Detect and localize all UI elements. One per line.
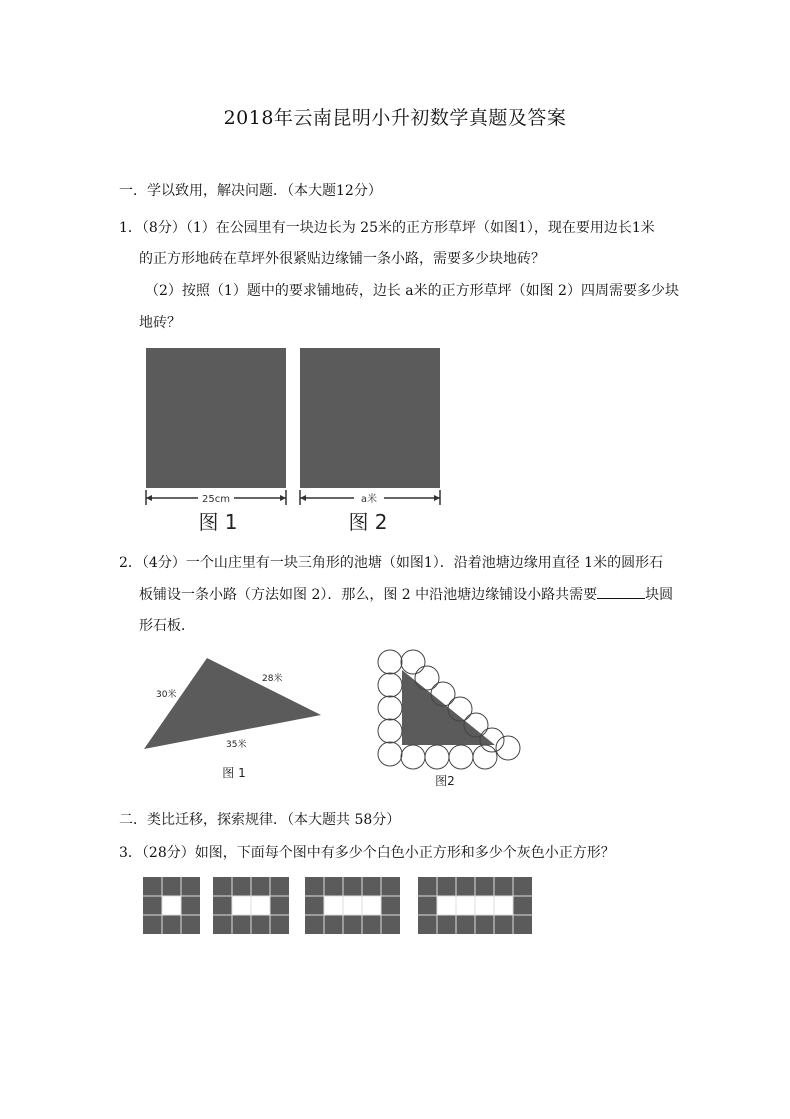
tile-pattern-3 <box>305 877 400 934</box>
tile-pattern-2 <box>213 877 289 934</box>
white-squares <box>324 896 381 915</box>
lawn-square-fig1 <box>146 348 286 488</box>
q2-figure-1 <box>138 650 338 790</box>
side-label-bottom: 35米 <box>226 740 247 750</box>
q3-tile-patterns <box>140 874 540 938</box>
stone-circle <box>431 682 455 706</box>
fig2-caption: 图 2 <box>348 510 388 534</box>
stone-circle <box>473 745 497 769</box>
stone-circle <box>378 719 402 743</box>
stone-circle <box>378 696 402 720</box>
q2-fig2-caption: 图2 <box>435 774 455 788</box>
q2-line-2b: 块圆 <box>645 587 674 603</box>
q1-line-1: 1．（8分）（1）在公园里有一块边长为 25米的正方形草坪（如图1），现在要用边长1米 <box>119 220 655 236</box>
stone-circle <box>401 650 425 674</box>
stone-circle <box>415 666 439 690</box>
q2-line-2 <box>139 584 673 604</box>
q2-line-2a: 板铺设一条小路（方法如图 2）．那么，图 2 中沿池塘边缘铺设小路共需要 <box>139 587 598 603</box>
q1-line-3: （2）按照（1）题中的要求铺地砖，边长 a米的正方形草坪（如图 2）四周需要多少块 <box>145 283 679 299</box>
pond-triangle <box>144 658 321 749</box>
stone-circle <box>401 745 425 769</box>
stone-circle <box>425 745 449 769</box>
tile-pattern-1 <box>143 877 200 934</box>
lawn-square-fig2 <box>300 348 440 488</box>
side-label-right: 28米 <box>262 674 283 684</box>
q2-figure-2 <box>365 645 535 795</box>
answer-blank[interactable] <box>597 584 645 599</box>
q2-fig1-caption: 图 1 <box>222 766 246 780</box>
stone-circle <box>378 650 402 674</box>
q2-line-3: 形石板． <box>139 618 195 634</box>
section-heading-2: 二．类比迁移，探索规律．（本大题共 58分） <box>119 812 401 828</box>
q1-figures <box>138 340 450 540</box>
fig1-dimension-label: 25cm <box>202 494 230 505</box>
stone-circle <box>378 742 402 766</box>
q2-line-1: 2．（4分）一个山庄里有一块三角形的池塘（如图1）．沿着池塘边缘用直径 1米的圆形石 <box>119 555 664 571</box>
q3-line-1: 3．（28分）如图，下面每个图中有多少个白色小正方形和多少个灰色小正方形？ <box>119 845 615 861</box>
stone-circle <box>496 736 520 760</box>
section-heading-1: 一．学以致用，解决问题．（本大题12分） <box>119 183 382 199</box>
fig2-dimension-label: a米 <box>360 494 378 505</box>
tile-pattern-4 <box>418 877 532 934</box>
q1-line-2: 的正方形地砖在草坪外很紧贴边缘铺一条小路，需要多少块地砖？ <box>139 251 545 267</box>
white-square <box>162 896 181 915</box>
fig1-caption: 图 1 <box>198 510 238 534</box>
page-title: 2018年云南昆明小升初数学真题及答案 <box>223 107 567 129</box>
stone-circle <box>449 745 473 769</box>
stone-circle <box>378 673 402 697</box>
q1-line-4: 地砖？ <box>139 315 181 331</box>
side-label-left: 30米 <box>156 690 177 700</box>
